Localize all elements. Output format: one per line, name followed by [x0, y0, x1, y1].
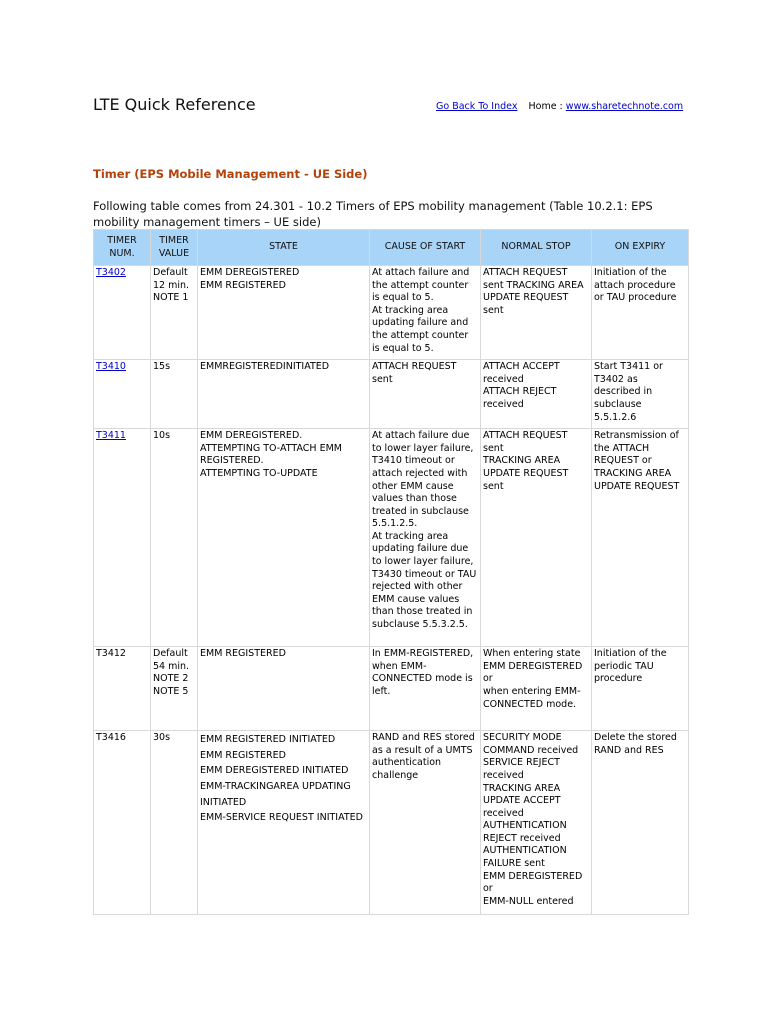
timer-label: T3412 [96, 648, 126, 660]
timer-num-cell [94, 731, 151, 915]
table-row [94, 731, 689, 915]
normal-stop-cell: ATTACH ACCEPT received ATTACH REJECT received [481, 360, 592, 429]
on-expiry-cell: Initiation of the periodic TAU procedure [592, 647, 689, 731]
cause-of-start-cell: RAND and RES stored as a result of a UMTS authentication challenge [370, 731, 481, 915]
timer-num-cell [94, 360, 151, 429]
timer-num-cell [94, 266, 151, 360]
timer-value-cell: 30s [151, 731, 198, 915]
timer-value-cell: Default 54 min. NOTE 2 NOTE 5 [151, 647, 198, 731]
timer-num-cell [94, 647, 151, 731]
timer-link[interactable]: T3410 [96, 361, 126, 373]
page-title: LTE Quick Reference [93, 95, 256, 114]
intro-text: Following table comes from 24.301 - 10.2 Timers of EPS mobility management (Table 10.2.1: EPS mobility management timers – UE side) [93, 199, 653, 229]
home-label: Home : [528, 101, 563, 112]
on-expiry-cell: Delete the stored RAND and RES [592, 731, 689, 915]
timer-value-cell: 10s [151, 429, 198, 647]
normal-stop-cell: SECURITY MODE COMMAND received SERVICE REJECT received TRACKING AREA UPDATE ACCEPT received AUTHENTICATION REJECT received AUTHENTICATION FAILURE sent EMM DEREGISTERED or EMM-NULL entered [481, 731, 592, 915]
home-link[interactable]: www.sharetechnote.com [565, 101, 684, 112]
cause-of-start-cell: At attach failure and the attempt counter is equal to 5. At tracking area updating failure and the attempt counter is equal to 5. [370, 266, 481, 360]
timer-value-cell: 15s [151, 360, 198, 429]
normal-stop-cell: When entering state EMM DEREGISTERED or when entering EMM-CONNECTED mode. [481, 647, 592, 731]
cause-of-start-cell: ATTACH REQUEST sent [370, 360, 481, 429]
back-to-index-link[interactable]: Go Back To Index [436, 101, 518, 112]
on-expiry-cell: Initiation of the attach procedure or TAU procedure [592, 266, 689, 360]
col-header-timer-num: TIMER NUM. [94, 230, 151, 266]
state-cell: EMM DEREGISTERED. ATTEMPTING TO-ATTACH EMM REGISTERED. ATTEMPTING TO-UPDATE [198, 429, 370, 647]
on-expiry-cell: Retransmission of the ATTACH REQUEST or TRACKING AREA UPDATE REQUEST [592, 429, 689, 647]
normal-stop-cell: ATTACH REQUEST sent TRACKING AREA UPDATE REQUEST sent [481, 429, 592, 647]
timer-link[interactable]: T3402 [96, 267, 126, 278]
normal-stop-cell: ATTACH REQUEST sent TRACKING AREA UPDATE REQUEST sent [481, 266, 592, 360]
table-header-row [94, 230, 689, 266]
col-header-normal-stop: NORMAL STOP [481, 230, 592, 266]
timer-link[interactable]: T3411 [96, 430, 126, 442]
table-row [94, 266, 689, 360]
col-header-state: STATE [198, 230, 370, 266]
col-header-cause-of-start: CAUSE OF START [370, 230, 481, 266]
state-cell: EMMREGISTEREDINITIATED [198, 360, 370, 429]
col-header-timer-value: TIMER VALUE [151, 230, 198, 266]
cause-of-start-cell: At attach failure due to lower layer failure, T3410 timeout or attach rejected with other EMM cause values than those treated in subclause 5.5.1.2.5. At tracking area updating failure due to lower layer failure, T3430 timeout or TAU rejected with other EMM cause values than those treated in subclause 5.5.3.2.5. [370, 429, 481, 647]
state-cell: EMM REGISTERED [198, 647, 370, 731]
cause-of-start-cell: In EMM-REGISTERED, when EMM-CONNECTED mode is left. [370, 647, 481, 731]
table-row [94, 429, 689, 647]
table-row [94, 360, 689, 429]
table-row [94, 647, 689, 731]
timers-table [93, 229, 689, 915]
on-expiry-cell: Start T3411 or T3402 as described in subclause 5.5.1.2.6 [592, 360, 689, 429]
timer-value-cell: Default 12 min. NOTE 1 [151, 266, 198, 360]
state-cell: EMM REGISTERED INITIATED EMM REGISTERED EMM DEREGISTERED INITIATED EMM-TRACKINGAREA UPDATING INITIATED EMM-SERVICE REQUEST INITIATED [198, 731, 370, 915]
section-title: Timer (EPS Mobile Management - UE Side) [93, 167, 368, 181]
header-links [436, 101, 683, 112]
col-header-on-expiry: ON EXPIRY [592, 230, 689, 266]
timer-label: T3416 [96, 732, 126, 744]
state-cell: EMM DEREGISTERED EMM REGISTERED [198, 266, 370, 360]
timer-num-cell [94, 429, 151, 647]
